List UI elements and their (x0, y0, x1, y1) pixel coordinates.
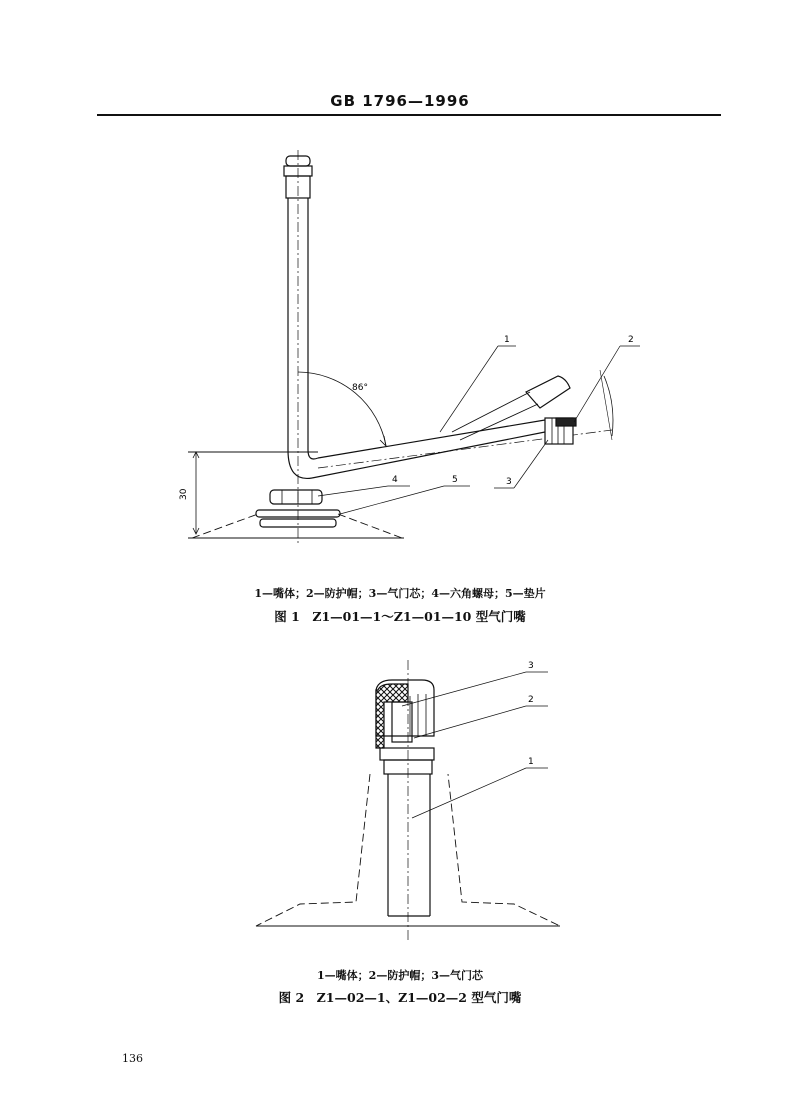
callout-5: 5 (452, 475, 458, 485)
callout-1: 1 (504, 335, 510, 345)
callout-4: 4 (392, 475, 398, 485)
leader-3 (514, 440, 548, 488)
callout-2: 2 (628, 335, 634, 345)
hex-nut-faces (282, 490, 312, 504)
figure-1-legend: 1—嘴体；2—防护帽；3—气门芯；4—六角螺母；5—垫片 (254, 587, 546, 600)
leader-4 (318, 486, 388, 496)
fig2-callout-3: 3 (528, 661, 534, 671)
stem-collar-2 (380, 748, 434, 760)
leader2-2 (414, 706, 526, 738)
valve-cap-top (556, 418, 576, 426)
figure-2-svg (0, 650, 800, 950)
fig2-callout-1: 1 (528, 757, 534, 767)
angle-arc (298, 372, 386, 446)
leader2-3 (402, 672, 526, 706)
figure-2-legend: 1—嘴体；2—防护帽；3—气门芯 (317, 969, 483, 982)
angle-label: 86° (352, 383, 368, 393)
bend-inner (308, 450, 318, 459)
standard-header: GB 1796—1996 (330, 92, 470, 110)
figure-2-drawing (0, 650, 800, 950)
leader-5 (340, 486, 444, 514)
dimension-label: 30 (179, 488, 189, 500)
page-number: 136 (122, 1052, 143, 1065)
alt-tube-cap (526, 376, 570, 408)
angle-arrow (380, 436, 386, 446)
leader-1 (440, 346, 498, 432)
figure-1-title: 图 1 Z1—01—1～Z1—01—10 型气门嘴 (274, 609, 526, 624)
right-angle-arc (604, 376, 613, 436)
hex-nut (270, 490, 322, 504)
callout-3: 3 (506, 477, 512, 487)
fig2-callout-2: 2 (528, 695, 534, 705)
leader-2 (574, 346, 620, 422)
leader2-1 (412, 768, 526, 818)
figure-2-title: 图 2 Z1—02—1、Z1—02—2 型气门嘴 (278, 990, 522, 1005)
